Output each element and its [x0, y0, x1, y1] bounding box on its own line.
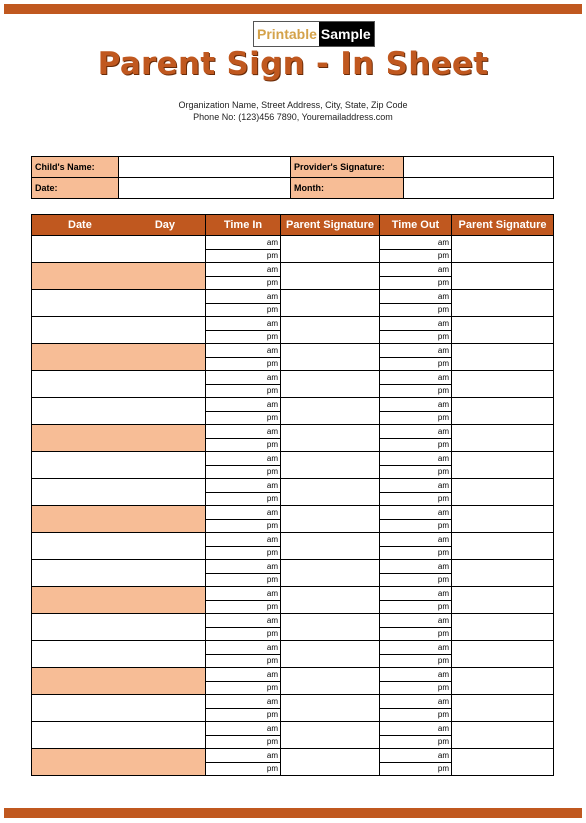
time-out-am-cell[interactable]: am	[380, 263, 452, 277]
log-row-am	[32, 290, 554, 304]
date-day-cell[interactable]	[32, 641, 206, 668]
date-day-cell[interactable]	[32, 263, 206, 290]
time-out-pm-cell[interactable]: pm	[380, 735, 452, 749]
day-column-header: Day	[154, 219, 175, 231]
time-in-pm-cell[interactable]: pm	[206, 303, 281, 317]
organization-address: Organization Name, Street Address, City, State, Zip Code	[178, 100, 408, 110]
time-in-am-cell[interactable]: am	[206, 668, 281, 682]
time-in-am-cell[interactable]: am	[206, 344, 281, 358]
date-day-cell[interactable]	[32, 695, 206, 722]
date-day-cell[interactable]	[32, 587, 206, 614]
parent-signature-in-cell[interactable]	[281, 695, 380, 722]
log-row-am	[32, 263, 554, 277]
log-body	[32, 236, 554, 776]
page-title: Parent Sign - In Sheet	[97, 46, 489, 82]
time-in-pm-cell[interactable]: pm	[206, 600, 281, 614]
log-row-am	[32, 560, 554, 574]
time-in-am-cell[interactable]: am	[206, 290, 281, 304]
time-in-am-cell[interactable]: am	[206, 479, 281, 493]
date-column-header: Date	[68, 219, 92, 231]
date-day-cell[interactable]	[32, 614, 206, 641]
time-out-pm-cell[interactable]: pm	[380, 249, 452, 263]
time-out-am-cell[interactable]: am	[380, 695, 452, 709]
parent-signature-out-cell[interactable]	[452, 479, 554, 506]
parent-signature-in-cell[interactable]	[281, 425, 380, 452]
parent-signature-in-cell[interactable]	[281, 371, 380, 398]
month-field[interactable]	[404, 178, 554, 199]
log-row-am	[32, 641, 554, 655]
date-day-cell[interactable]	[32, 398, 206, 425]
time-in-pm-cell[interactable]: pm	[206, 384, 281, 398]
time-out-pm-cell[interactable]: pm	[380, 492, 452, 506]
time-out-pm-cell[interactable]: pm	[380, 303, 452, 317]
parent-signature-out-cell[interactable]	[452, 236, 554, 263]
time-in-am-cell[interactable]: am	[206, 398, 281, 412]
time-in-pm-cell[interactable]: pm	[206, 762, 281, 776]
log-row-am	[32, 749, 554, 763]
time-out-pm-cell[interactable]: pm	[380, 438, 452, 452]
log-row-am	[32, 479, 554, 493]
time-out-am-cell[interactable]: am	[380, 371, 452, 385]
time-out-am-cell[interactable]: am	[380, 641, 452, 655]
parent-signature-in-cell[interactable]	[281, 668, 380, 695]
parent-signature-out-cell[interactable]	[452, 290, 554, 317]
time-out-am-cell[interactable]: am	[380, 290, 452, 304]
log-row-am	[32, 398, 554, 412]
parent-signature-in-cell[interactable]	[281, 533, 380, 560]
log-row-am	[32, 371, 554, 385]
logo-text-printable: Printable	[254, 22, 319, 46]
time-out-pm-cell[interactable]: pm	[380, 465, 452, 479]
parent-signature-out-cell[interactable]	[452, 506, 554, 533]
parent-signature-in-cell[interactable]	[281, 398, 380, 425]
time-out-pm-cell[interactable]: pm	[380, 573, 452, 587]
date-day-cell[interactable]	[32, 668, 206, 695]
time-out-am-cell[interactable]: am	[380, 749, 452, 763]
time-out-pm-cell[interactable]: pm	[380, 708, 452, 722]
time-out-pm-cell[interactable]: pm	[380, 546, 452, 560]
date-field[interactable]	[119, 178, 291, 199]
parent-signature-in-cell[interactable]	[281, 290, 380, 317]
time-in-column-header: Time In	[206, 215, 281, 236]
time-out-am-cell[interactable]: am	[380, 479, 452, 493]
time-in-pm-cell[interactable]: pm	[206, 438, 281, 452]
parent-signature-in-cell[interactable]	[281, 263, 380, 290]
log-row-am	[32, 722, 554, 736]
time-out-am-cell[interactable]: am	[380, 452, 452, 466]
time-in-pm-cell[interactable]: pm	[206, 411, 281, 425]
parent-signature-out-cell[interactable]	[452, 668, 554, 695]
time-out-am-cell[interactable]: am	[380, 587, 452, 601]
time-in-pm-cell[interactable]: pm	[206, 249, 281, 263]
parent-signature-out-cell[interactable]	[452, 587, 554, 614]
parent-signature-in-cell[interactable]	[281, 344, 380, 371]
time-in-pm-cell[interactable]: pm	[206, 654, 281, 668]
time-out-pm-cell[interactable]: pm	[380, 384, 452, 398]
parent-signature-in-cell[interactable]	[281, 749, 380, 776]
time-in-pm-cell[interactable]: pm	[206, 465, 281, 479]
month-label: Month:	[291, 178, 404, 199]
parent-signature-out-cell[interactable]	[452, 641, 554, 668]
time-in-pm-cell[interactable]: pm	[206, 627, 281, 641]
time-out-am-cell[interactable]: am	[380, 614, 452, 628]
time-in-am-cell[interactable]: am	[206, 587, 281, 601]
date-day-cell[interactable]	[32, 506, 206, 533]
date-day-cell[interactable]	[32, 452, 206, 479]
date-day-cell[interactable]	[32, 344, 206, 371]
log-row-am	[32, 344, 554, 358]
log-row-am	[32, 668, 554, 682]
parent-signature-in-cell[interactable]	[281, 452, 380, 479]
time-in-pm-cell[interactable]: pm	[206, 546, 281, 560]
provider-signature-field[interactable]	[404, 157, 554, 178]
child-name-label: Child's Name:	[32, 157, 119, 178]
child-info-table	[31, 156, 554, 199]
time-in-am-cell[interactable]: am	[206, 425, 281, 439]
time-out-am-cell[interactable]: am	[380, 722, 452, 736]
time-in-pm-cell[interactable]: pm	[206, 357, 281, 371]
time-out-am-cell[interactable]: am	[380, 398, 452, 412]
date-day-cell[interactable]	[32, 290, 206, 317]
log-row-am	[32, 506, 554, 520]
sign-in-log-table	[31, 214, 554, 776]
date-day-cell[interactable]	[32, 560, 206, 587]
date-day-header	[32, 215, 206, 236]
organization-info	[0, 99, 586, 123]
time-in-pm-cell[interactable]: pm	[206, 681, 281, 695]
parent-signature-out-cell[interactable]	[452, 398, 554, 425]
parent-signature-in-cell[interactable]	[281, 317, 380, 344]
time-out-pm-cell[interactable]: pm	[380, 357, 452, 371]
log-row-am	[32, 425, 554, 439]
provider-signature-label: Provider's Signature:	[291, 157, 404, 178]
time-in-am-cell[interactable]: am	[206, 695, 281, 709]
time-in-am-cell[interactable]: am	[206, 371, 281, 385]
parent-signature-in-cell[interactable]	[281, 587, 380, 614]
date-day-cell[interactable]	[32, 749, 206, 776]
time-in-am-cell[interactable]: am	[206, 722, 281, 736]
time-in-am-cell[interactable]: am	[206, 533, 281, 547]
parent-signature-out-cell[interactable]	[452, 371, 554, 398]
time-out-am-cell[interactable]: am	[380, 560, 452, 574]
parent-signature-out-cell[interactable]	[452, 344, 554, 371]
date-day-cell[interactable]	[32, 236, 206, 263]
time-in-am-cell[interactable]: am	[206, 749, 281, 763]
child-name-field[interactable]	[119, 157, 291, 178]
time-out-am-cell[interactable]: am	[380, 506, 452, 520]
time-in-pm-cell[interactable]: pm	[206, 708, 281, 722]
time-out-pm-cell[interactable]: pm	[380, 600, 452, 614]
time-in-pm-cell[interactable]: pm	[206, 735, 281, 749]
time-in-am-cell[interactable]: am	[206, 236, 281, 250]
time-out-pm-cell[interactable]: pm	[380, 330, 452, 344]
time-out-pm-cell[interactable]: pm	[380, 627, 452, 641]
parent-signature-out-cell[interactable]	[452, 263, 554, 290]
time-out-pm-cell[interactable]: pm	[380, 681, 452, 695]
time-out-pm-cell[interactable]: pm	[380, 276, 452, 290]
time-out-am-cell[interactable]: am	[380, 317, 452, 331]
parent-signature-out-cell[interactable]	[452, 560, 554, 587]
time-in-am-cell[interactable]: am	[206, 263, 281, 277]
parent-signature-out-cell[interactable]	[452, 695, 554, 722]
time-in-am-cell[interactable]: am	[206, 317, 281, 331]
time-in-am-cell[interactable]: am	[206, 560, 281, 574]
logo-text-sample: Sample	[319, 22, 374, 46]
date-day-cell[interactable]	[32, 425, 206, 452]
parent-signature-in-cell[interactable]	[281, 641, 380, 668]
time-out-pm-cell[interactable]: pm	[380, 654, 452, 668]
parent-signature-out-cell[interactable]	[452, 425, 554, 452]
printable-sample-logo	[253, 21, 375, 47]
organization-contact: Phone No: (123)456 7890, Youremailaddress.com	[193, 112, 393, 122]
parent-signature-in-cell[interactable]	[281, 506, 380, 533]
time-out-am-cell[interactable]: am	[380, 425, 452, 439]
date-day-cell[interactable]	[32, 317, 206, 344]
log-row-am	[32, 614, 554, 628]
log-row-am	[32, 587, 554, 601]
log-row-am	[32, 533, 554, 547]
time-out-am-cell[interactable]: am	[380, 668, 452, 682]
parent-signature-in-cell[interactable]	[281, 560, 380, 587]
parent-signature-out-cell[interactable]	[452, 452, 554, 479]
date-day-cell[interactable]	[32, 479, 206, 506]
date-day-cell[interactable]	[32, 722, 206, 749]
time-in-pm-cell[interactable]: pm	[206, 573, 281, 587]
log-row-am	[32, 317, 554, 331]
time-out-pm-cell[interactable]: pm	[380, 762, 452, 776]
parent-signature-out-cell[interactable]	[452, 317, 554, 344]
time-out-pm-cell[interactable]: pm	[380, 411, 452, 425]
time-in-am-cell[interactable]: am	[206, 506, 281, 520]
time-in-pm-cell[interactable]: pm	[206, 492, 281, 506]
log-row-am	[32, 452, 554, 466]
time-in-pm-cell[interactable]: pm	[206, 276, 281, 290]
time-in-pm-cell[interactable]: pm	[206, 519, 281, 533]
time-out-am-cell[interactable]: am	[380, 236, 452, 250]
parent-signature-in-column-header: Parent Signature	[281, 215, 380, 236]
time-out-am-cell[interactable]: am	[380, 344, 452, 358]
log-row-am	[32, 236, 554, 250]
parent-signature-in-cell[interactable]	[281, 479, 380, 506]
time-out-pm-cell[interactable]: pm	[380, 519, 452, 533]
time-out-am-cell[interactable]: am	[380, 533, 452, 547]
parent-signature-in-cell[interactable]	[281, 614, 380, 641]
log-row-am	[32, 695, 554, 709]
time-in-am-cell[interactable]: am	[206, 452, 281, 466]
time-in-pm-cell[interactable]: pm	[206, 330, 281, 344]
parent-signature-out-cell[interactable]	[452, 722, 554, 749]
time-in-am-cell[interactable]: am	[206, 614, 281, 628]
parent-signature-out-cell[interactable]	[452, 614, 554, 641]
parent-signature-out-cell[interactable]	[452, 533, 554, 560]
parent-signature-out-cell[interactable]	[452, 749, 554, 776]
top-border-bar	[4, 4, 582, 14]
time-in-am-cell[interactable]: am	[206, 641, 281, 655]
parent-signature-in-cell[interactable]	[281, 722, 380, 749]
parent-signature-in-cell[interactable]	[281, 236, 380, 263]
bottom-border-bar	[4, 808, 582, 818]
parent-signature-out-column-header: Parent Signature	[452, 215, 554, 236]
date-day-cell[interactable]	[32, 371, 206, 398]
time-out-column-header: Time Out	[380, 215, 452, 236]
date-label: Date:	[32, 178, 119, 199]
date-day-cell[interactable]	[32, 533, 206, 560]
